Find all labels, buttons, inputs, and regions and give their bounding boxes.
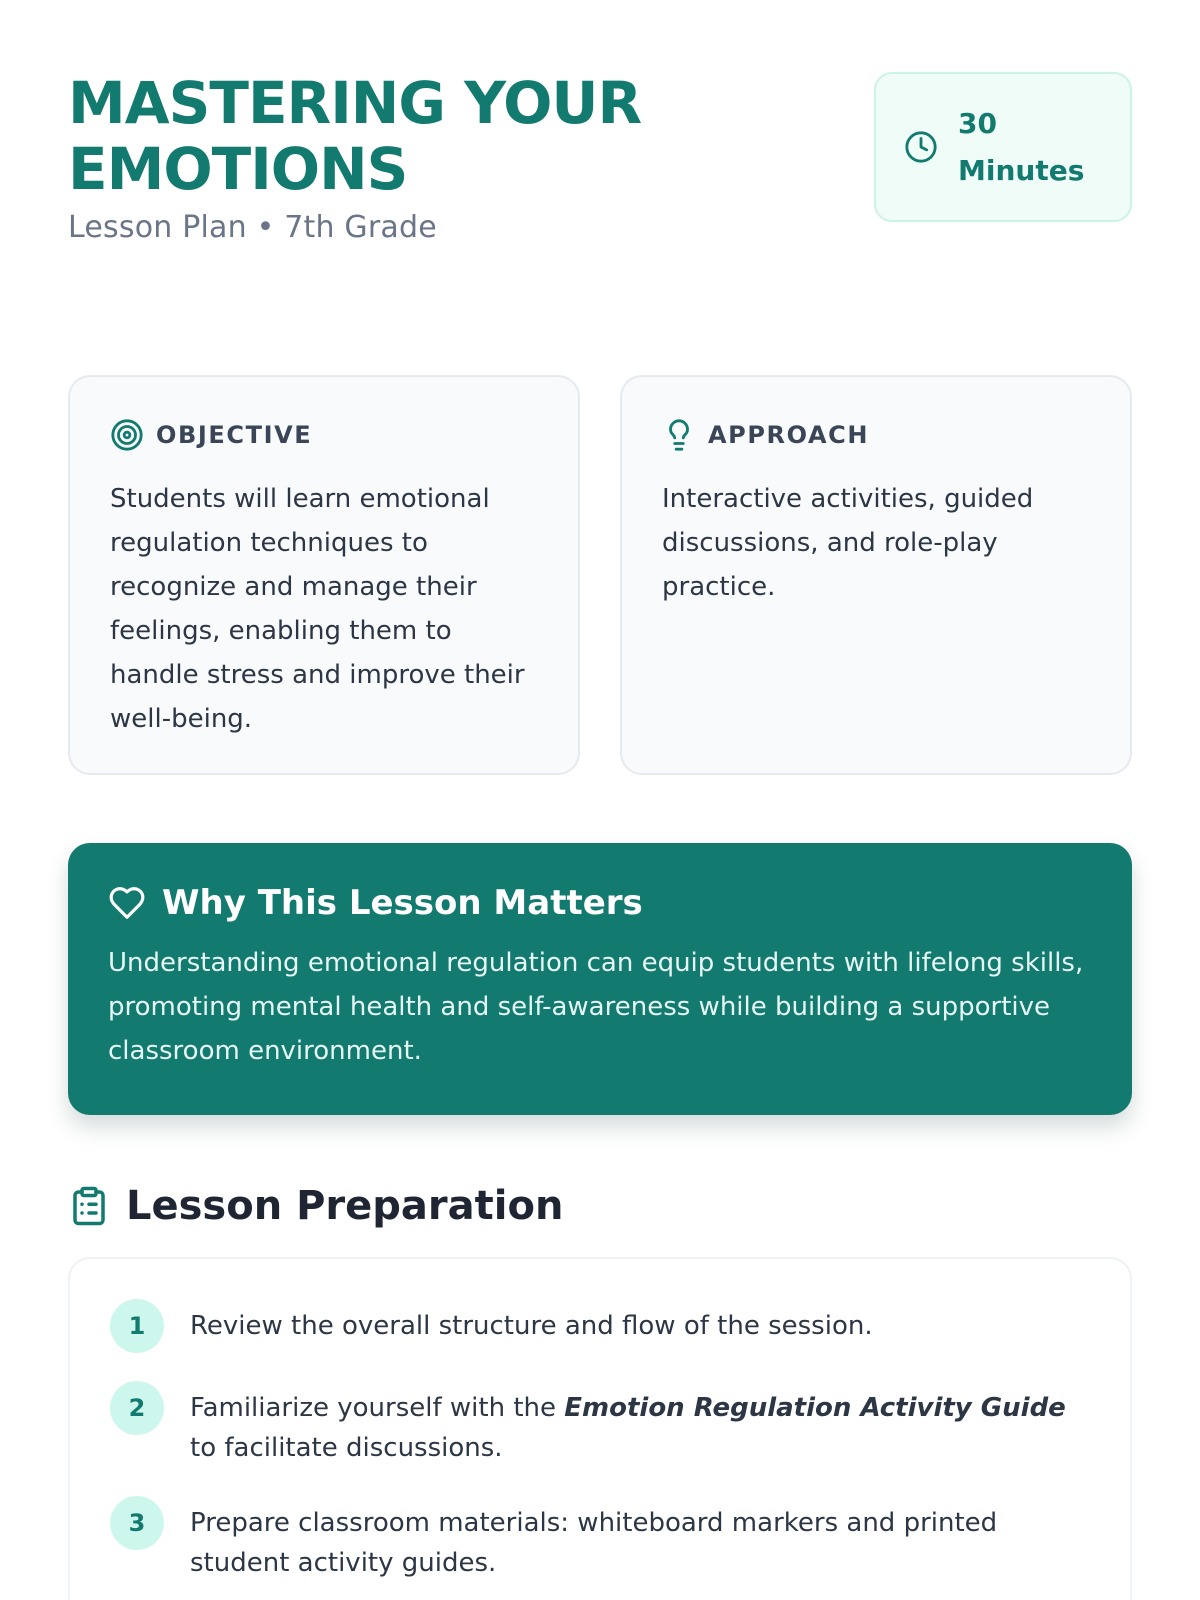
page-subtitle: Lesson Plan • 7th Grade <box>68 210 437 245</box>
approach-card <box>620 375 1132 775</box>
duration-unit: Minutes <box>958 154 1085 187</box>
why-panel-header <box>108 883 1092 923</box>
clock-icon <box>904 130 938 164</box>
list-item <box>110 1299 1090 1353</box>
target-icon <box>110 418 144 452</box>
objective-card-header <box>110 417 538 453</box>
step-text-before: Familiarize yourself with the <box>190 1393 565 1423</box>
approach-text: Interactive activities, guided discussions, and role-play practice. <box>662 484 1034 602</box>
title-line-1: MASTERING YOUR <box>68 69 642 137</box>
heart-icon <box>108 884 146 922</box>
step-text-after: to facilitate discussions. <box>190 1433 503 1463</box>
list-item <box>110 1496 1090 1583</box>
why-panel-text: Understanding emotional regulation can equip students with lifelong skills, promoting mental health and self-awareness while building a supportive classroom environment. <box>108 948 1084 1066</box>
preparation-steps-list <box>68 1257 1132 1600</box>
objective-title: OBJECTIVE <box>156 421 313 449</box>
duration-text <box>958 100 1084 194</box>
step-text: Prepare classroom materials: whiteboard markers and printed student activity guides. <box>190 1508 998 1578</box>
approach-card-header <box>662 417 1090 453</box>
step-number-badge: 2 <box>110 1381 164 1435</box>
approach-title: APPROACH <box>708 421 870 449</box>
preparation-header <box>68 1183 1132 1229</box>
step-number-badge: 1 <box>110 1299 164 1353</box>
step-number-badge: 3 <box>110 1496 164 1550</box>
step-text: Review the overall structure and flow of the session. <box>190 1311 873 1341</box>
step-text <box>190 1381 1090 1468</box>
duration-badge <box>874 72 1132 222</box>
info-cards <box>68 375 1132 775</box>
objective-text: Students will learn emotional regulation techniques to recognize and manage their feelings, enabling them to handle stress and improve their well-being. <box>110 484 525 734</box>
why-panel-title: Why This Lesson Matters <box>162 883 643 923</box>
duration-value: 30 <box>958 107 997 140</box>
list-item <box>110 1381 1090 1468</box>
why-lesson-matters-panel <box>68 843 1132 1115</box>
clipboard-list-icon <box>68 1183 110 1229</box>
lesson-header <box>68 70 1132 320</box>
activity-guide-title: Emotion Regulation Activity Guide <box>564 1393 1066 1423</box>
preparation-title: Lesson Preparation <box>126 1183 564 1229</box>
page-title <box>68 70 788 202</box>
title-line-2: EMOTIONS <box>68 135 408 203</box>
lightbulb-icon <box>662 418 696 452</box>
objective-card <box>68 375 580 775</box>
